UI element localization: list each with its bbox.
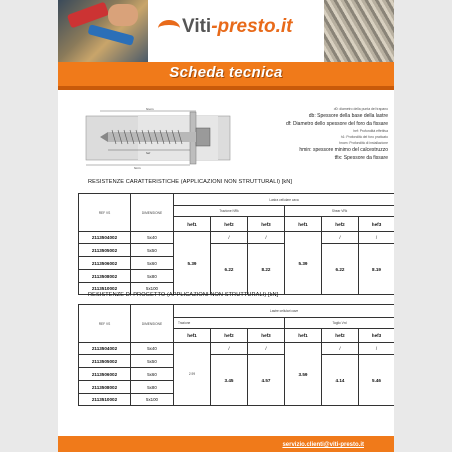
value-cell: /: [248, 232, 285, 244]
value-cell: 6.22: [211, 244, 248, 295]
dim-cell: 5x60: [131, 368, 174, 381]
logo-text: [182, 16, 293, 38]
value-cell: 5.39: [285, 232, 322, 295]
value-cell: 5.46: [359, 355, 395, 406]
col-header-dim: DIMENSIONE: [131, 194, 174, 232]
hef-header: hef2: [322, 217, 359, 232]
legend-line: hef: Profondità effettiva: [353, 129, 388, 133]
table-row: [79, 244, 395, 257]
ref-cell: 2113510002: [79, 394, 131, 406]
group-header: Lastre cellulari cave: [174, 305, 395, 318]
table2-title: RESISTENZE DI PROGETTO (APPLICAZIONI NON STRUTTURALI) [kN]: [88, 292, 279, 298]
ref-cell: 2113505002: [79, 355, 131, 368]
col-header-dim: DIMENSIONE: [131, 305, 174, 343]
dim-cell: 5x40: [131, 343, 174, 355]
header: [58, 0, 394, 62]
hef-header: hef1: [285, 329, 322, 343]
characteristic-resistance-table: [78, 193, 394, 295]
value-cell: /: [359, 232, 395, 244]
sub-header-shear: Shear VRk: [285, 206, 395, 217]
value-cell: 5.39: [174, 232, 211, 295]
value-cell: 3.45: [211, 355, 248, 406]
sub-header-tension: Trazione: [174, 318, 285, 329]
value-cell: /: [211, 343, 248, 355]
ref-cell: 2113505002: [79, 244, 131, 257]
dim-label-hef: hef: [146, 151, 151, 155]
hef-header: hef3: [248, 217, 285, 232]
hef-header: hef2: [211, 217, 248, 232]
dim-cell: 5x50: [131, 244, 174, 257]
dim-cell: 5x100: [131, 394, 174, 406]
hef-header: hef1: [285, 217, 322, 232]
dim-cell: 5x60: [131, 257, 174, 270]
value-cell: 2.99: [174, 343, 211, 406]
value-cell: 6.22: [322, 244, 359, 295]
hef-header: hef1: [174, 217, 211, 232]
ref-cell: 2113508002: [79, 381, 131, 394]
dim-cell: 5x80: [131, 381, 174, 394]
ref-cell: 2113510002: [79, 283, 131, 295]
screw-anchor-diagram: [78, 106, 238, 170]
table-row: [79, 355, 395, 368]
hef-header: hef3: [359, 217, 395, 232]
value-cell: 8.19: [359, 244, 395, 295]
table-row: [79, 232, 395, 244]
hef-header: hef1: [174, 329, 211, 343]
dim-cell: 5x40: [131, 232, 174, 244]
legend-line: tfix: Spessore da fissare: [334, 155, 388, 161]
tool-shape: [87, 24, 134, 46]
dim-label-hmin: hmin: [134, 166, 141, 170]
logo-accent: -presto.it: [211, 16, 293, 37]
value-cell: /: [322, 232, 359, 244]
ref-cell: 2113506002: [79, 368, 131, 381]
ref-cell: 2113504002: [79, 343, 131, 355]
legend-line: df: Diametro dello spessore del foro da fissare: [286, 121, 388, 127]
value-cell: 8.22: [248, 244, 285, 295]
brand-logo[interactable]: [158, 16, 293, 38]
tool-shape: [67, 2, 109, 29]
header-photo-screws: [324, 0, 394, 62]
banner-stripe: [58, 86, 394, 90]
dim-cell: 5x80: [131, 270, 174, 283]
table-row: [79, 343, 395, 355]
ref-cell: 2113506002: [79, 257, 131, 270]
legend-line: h1: Profondità del foro praticato: [340, 135, 388, 139]
legend-line: hnom: Profondità di installazione: [338, 141, 388, 145]
page-title: Scheda tecnica: [169, 64, 283, 81]
dim-cell: 5x50: [131, 355, 174, 368]
value-cell: 3.59: [285, 343, 322, 406]
legend-line: d0: diametro della punta del trapano: [333, 107, 388, 111]
value-cell: /: [211, 232, 248, 244]
hef-header: hef2: [322, 329, 359, 343]
screw-head: [196, 128, 210, 146]
logo-swoosh-icon: [158, 16, 180, 38]
value-cell: /: [359, 343, 395, 355]
hand-shape: [108, 4, 138, 26]
datasheet-page: [58, 0, 394, 452]
dimension-legend: [238, 106, 388, 162]
sub-header-tension: Trazione NRk: [174, 206, 285, 217]
group-header: Lastra cellulare cava: [174, 194, 395, 206]
value-cell: /: [322, 343, 359, 355]
value-cell: 4.14: [322, 355, 359, 406]
ref-cell: 2113508002: [79, 270, 131, 283]
col-header-ref: REF VS: [79, 194, 131, 232]
value-cell: 4.57: [248, 355, 285, 406]
logo-main: Viti: [182, 16, 212, 37]
header-photo-tools: [58, 0, 148, 62]
dim-cell: 5x100: [131, 283, 174, 295]
ref-cell: 2113504002: [79, 232, 131, 244]
hef-header: hef2: [211, 329, 248, 343]
hef-header: hef3: [248, 329, 285, 343]
table1-title: RESISTENZE CARATTERISTICHE (APPLICAZIONI NON STRUTTURALI) [kN]: [88, 179, 293, 185]
value-cell: /: [248, 343, 285, 355]
legend-line: db: Spessore della base della lastre: [308, 113, 388, 119]
customer-service-email-link[interactable]: servizio.clienti@viti-presto.it: [282, 442, 364, 448]
hef-header: hef3: [359, 329, 395, 343]
dim-label-hnom: hnom: [146, 107, 154, 111]
col-header-ref: REF VS: [79, 305, 131, 343]
design-resistance-table: [78, 304, 394, 406]
legend-line: hmin: spessore minimo del calcestruzzo: [299, 147, 388, 153]
sub-header-shear: Taglio Vrd: [285, 318, 395, 329]
